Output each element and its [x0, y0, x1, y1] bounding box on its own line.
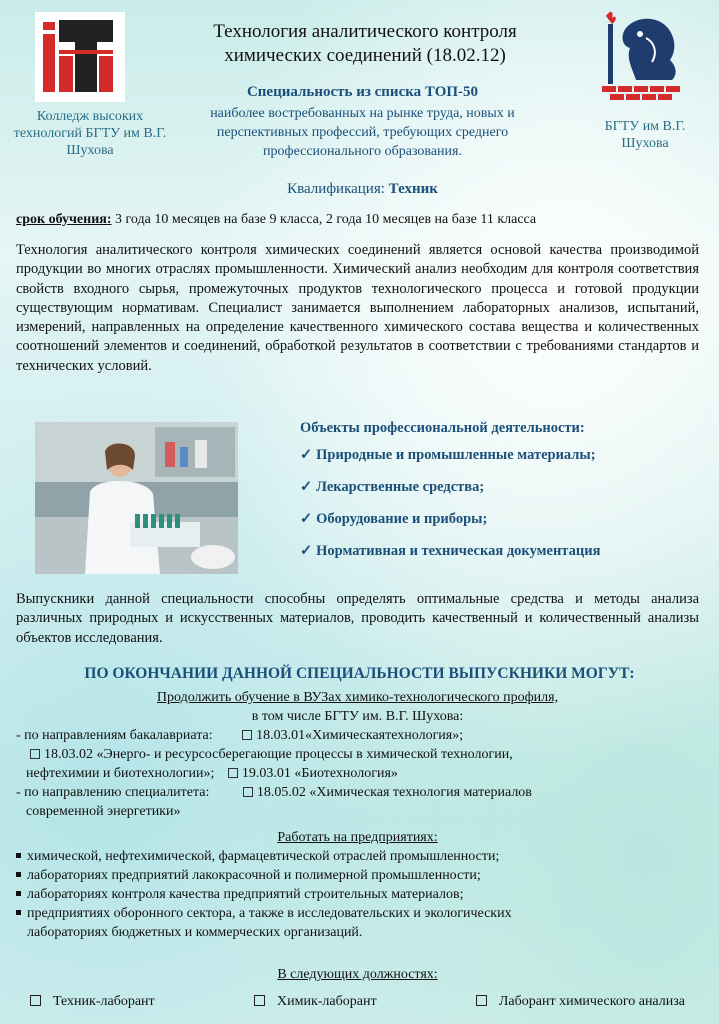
bachelor-line: - по направлениям бакалавриата: 18.03.01«Химическаятехнология»; [16, 728, 464, 743]
checkbox-icon [254, 995, 265, 1006]
graduates-paragraph: Выпускники данной специальности способны определять оптимальные средства и методы анализа различных природных и искусственных материалов, проводить качественный и количественный анализы объектов исследования. [16, 591, 699, 646]
position-item: Техник-лаборант [30, 992, 155, 1011]
duration-value: 3 года 10 месяцев на базе 9 класса, 2 года 10 месяцев на базе 11 класса [115, 212, 537, 227]
work-title: Работать на предприятиях: [277, 830, 438, 845]
bullet-icon [16, 910, 21, 915]
continue-study-section [16, 688, 699, 821]
lab-photo [35, 422, 238, 574]
continue-title: Продолжить обучение в ВУЗах химико-технологического профиля, [156, 690, 559, 705]
checkbox-icon [242, 730, 252, 740]
objects-item: ✓ Оборудование и приборы; [300, 511, 488, 527]
checkbox-icon [476, 995, 487, 1006]
college-name: Колледж высоких технологий БГТУ им В.Г. Шухова [13, 109, 167, 158]
checkbox-icon [228, 768, 238, 778]
qualification-value: Техник [388, 181, 438, 197]
list-item: химической, нефтехимической, фармацевтической отраслей промышленности; [16, 847, 699, 866]
top50-description: наиболее востребованных на рынке труда, новых и перспективных профессий, требующих среднего профессионального образования. [210, 106, 515, 159]
university-name: БГТУ им В.Г. Шухова [604, 119, 686, 151]
college-logo [35, 12, 125, 102]
list-item: предприятиях оборонного сектора, а также в исследовательских и экологических [16, 904, 699, 923]
checkbox-icon [30, 995, 41, 1006]
list-item: лабораториях контроля качества предприятий строительных материалов; [16, 885, 699, 904]
specialist-line: современной энергетики» [26, 804, 181, 819]
check-icon: ✓ [300, 479, 313, 495]
continue-subtitle: в том числе БГТУ им. В.Г. Шухова: [251, 709, 464, 724]
check-icon: ✓ [300, 511, 313, 527]
checkbox-icon [30, 749, 40, 759]
top50-title: Специальность из списка ТОП-50 [246, 84, 479, 100]
professional-objects [300, 420, 710, 576]
bullet-icon [16, 891, 21, 896]
position-item: Лаборант химического анализа [476, 992, 685, 1011]
check-icon: ✓ [300, 447, 313, 463]
bullet-icon [16, 872, 21, 877]
section-heading: ПО ОКОНЧАНИИ ДАННОЙ СПЕЦИАЛЬНОСТИ ВЫПУСКНИКИ МОГУТ: [84, 665, 635, 682]
position-item: Химик-лаборант [254, 992, 377, 1011]
qualification [180, 181, 545, 198]
work-section [16, 828, 699, 942]
bachelor-line: 18.03.02 «Энерго- и ресурсосберегающие процессы в химической технологии, [16, 745, 699, 764]
objects-item: ✓ Нормативная и техническая документация [300, 543, 601, 559]
bachelor-line: нефтехимии и биотехнологии»; 19.03.01 «Биотехнология» [26, 766, 398, 781]
list-item-continuation: лабораториях бюджетных и коммерческих организаций. [27, 925, 363, 940]
objects-item: ✓ Лекарственные средства; [300, 479, 485, 495]
specialist-line: - по направлению специалитета: 18.05.02 «Химическая технология материалов [16, 785, 532, 800]
checkbox-icon [243, 787, 253, 797]
bullet-icon [16, 853, 21, 858]
study-duration [16, 212, 716, 228]
positions-title: В следующих должностях: [277, 967, 438, 982]
check-icon: ✓ [300, 543, 313, 559]
qualification-label: Квалификация: [287, 181, 385, 197]
page-title: Технология аналитического контроля химических соединений (18.02.12) [213, 21, 517, 66]
objects-item: ✓ Природные и промышленные материалы; [300, 447, 596, 463]
objects-title: Объекты профессиональной деятельности: [300, 420, 585, 436]
university-logo [596, 8, 691, 108]
positions-section [16, 965, 699, 1011]
duration-label: срок обучения: [16, 212, 112, 227]
intro-paragraph: Технология аналитического контроля химических соединений является основой качества производимой продукции во многих отраслях промышленности. Химический анализ необходим для контроля соответствия свойств входного сырья, промежуточных продуктов технологического процесса и готовой продукции существующим нормативам. Специалист занимается выполнением лабораторных анализов, испытаний, измерений, направленных на определение качественного химического состава вещества и количественных соотношений элементов и соединений, обработкой результатов в соответствии с требованиями стандартов и технических условий. [16, 242, 699, 374]
list-item: лабораториях предприятий лакокрасочной и полимерной промышленности; [16, 866, 699, 885]
